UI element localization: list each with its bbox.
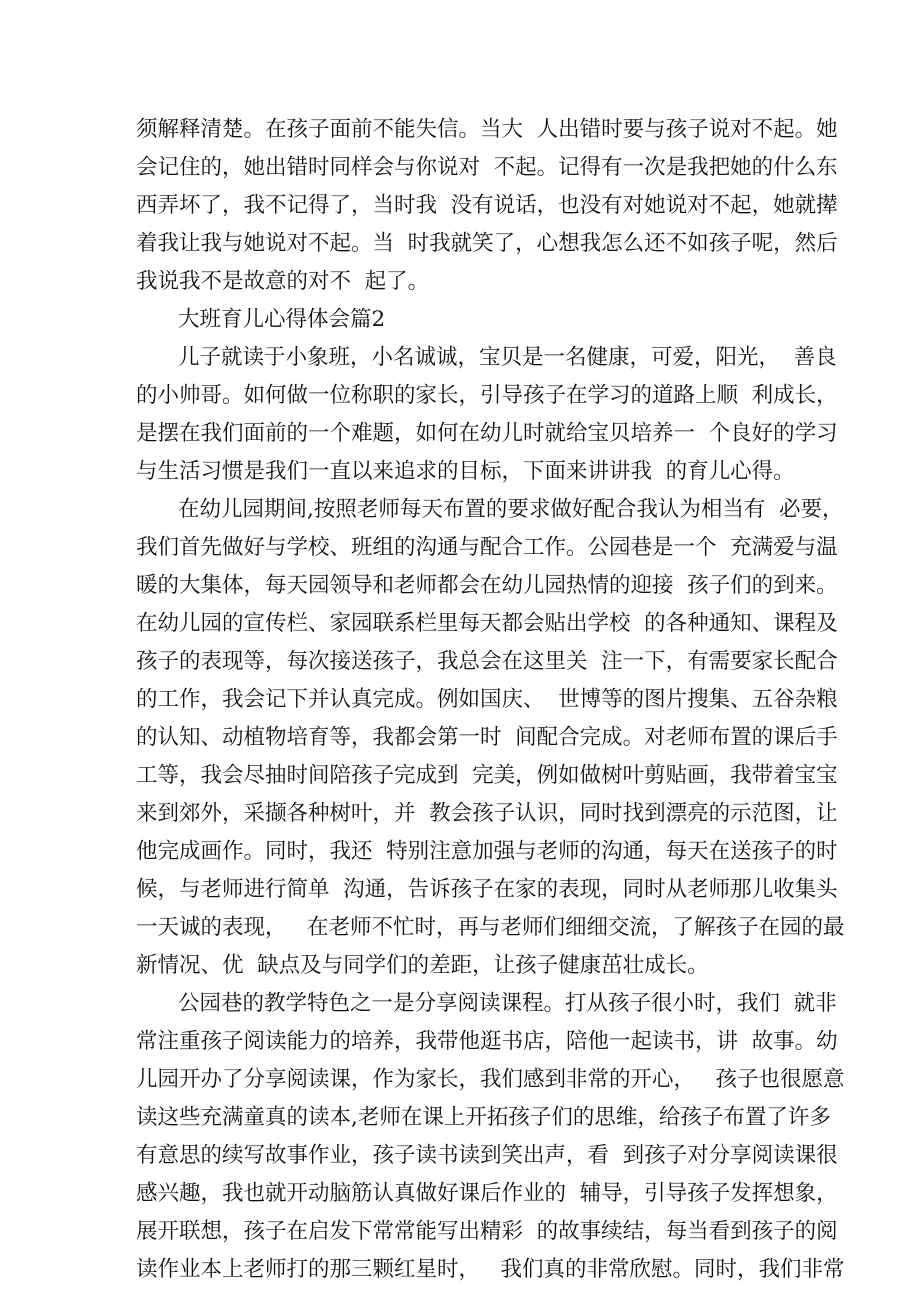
- text-line: 会记住的，她出错时同样会与你说对 不起。记得有一次是我把她的什么东: [136, 155, 838, 180]
- text-line: 展开联想，孩子在启发下常常能写出精彩 的故事续结，每当看到孩子的阅: [136, 1219, 838, 1244]
- text-line: 暖的大集体，每天园领导和老师都会在幼儿园热情的迎接 孩子们的到来。: [136, 573, 838, 598]
- text-line: 孩子的表现等，每次接送孩子，我总会在这里关 注一下，有需要家长配合: [136, 649, 838, 674]
- text-line: 在幼儿园的宣传栏、家园联系栏里每天都会贴出学校 的各种通知、课程及: [136, 611, 838, 636]
- text-line: 须解释清楚。在孩子面前不能失信。当大 人出错时要与孩子说对不起。她: [136, 117, 838, 142]
- text-line: 他完成画作。同时，我还 特别注意加强与老师的沟通，每天在送孩子的时: [136, 839, 838, 864]
- text-line: 与生活习惯是我们一直以来追求的目标，下面来讲讲我 的育儿心得。: [136, 459, 795, 484]
- text-line: 一天诚的表现， 在老师不忙时，再与老师们细细交流，了解孩子在园的最: [136, 915, 845, 940]
- text-line: 读这些充满童真的读本,老师在课上开拓孩子们的思维，给孩子布置了许多: [136, 1105, 831, 1130]
- text-line: 在幼儿园期间,按照老师每天布置的要求做好配合我认为相当有 必要，: [178, 497, 844, 522]
- text-line: 候，与老师进行简单 沟通，告诉孩子在家的表现，同时从老师那儿收集头: [136, 877, 838, 902]
- text-line: 读作业本上老师打的那三颗红星时， 我们真的非常欣慰。同时，我们非常: [136, 1257, 845, 1282]
- text-line: 工等，我会尽抽时间陪孩子完成到 完美，例如做树叶剪贴画，我带着宝宝: [136, 763, 838, 788]
- text-line: 来到郊外，采撷各种树叶，并 教会孩子认识，同时找到漂亮的示范图，让: [136, 801, 838, 826]
- text-line: 常注重孩子阅读能力的培养，我带他逛书店，陪他一起读书，讲 故事。幼: [136, 1029, 838, 1054]
- section-heading: 大班育儿心得体会篇2: [178, 307, 386, 332]
- text-line: 我们首先做好与学校、班组的沟通与配合工作。公园巷是一个 充满爱与温: [136, 535, 838, 560]
- text-line: 儿子就读于小象班，小名诚诚，宝贝是一名健康，可爱，阳光， 善良: [178, 345, 837, 370]
- text-line: 新情况、优 缺点及与同学们的差距，让孩子健康茁壮成长。: [136, 953, 709, 978]
- text-line: 着我让我与她说对不起。当 时我就笑了，心想我怎么还不如孩子呢，然后: [136, 231, 838, 256]
- text-line: 的工作，我会记下并认真完成。例如国庆、 世博等的图片搜集、五谷杂粮: [136, 687, 838, 712]
- text-line: 公园巷的教学特色之一是分享阅读课程。打从孩子很小时，我们 就非: [178, 991, 837, 1016]
- text-line: 的小帅哥。如何做一位称职的家长，引导孩子在学习的道路上顺 利成长，: [136, 383, 838, 408]
- text-line: 的认知、动植物培育等，我都会第一时 间配合完成。对老师布置的课后手: [136, 725, 838, 750]
- text-line: 我说我不是故意的对不 起了。: [136, 269, 430, 294]
- text-line: 西弄坏了，我不记得了，当时我 没有说话，也没有对她说对不起，她就撵: [136, 193, 838, 218]
- text-line: 儿园开办了分享阅读课，作为家长，我们感到非常的开心， 孩子也很愿意: [136, 1067, 845, 1092]
- text-line: 是摆在我们面前的一个难题，如何在幼儿时就给宝贝培养一 个良好的学习: [136, 421, 838, 446]
- text-line: 感兴趣，我也就开动脑筋认真做好课后作业的 辅导，引导孩子发挥想象，: [136, 1181, 838, 1206]
- text-line: 有意思的续写故事作业，孩子读书读到笑出声，看 到孩子对分享阅读课很: [136, 1143, 838, 1168]
